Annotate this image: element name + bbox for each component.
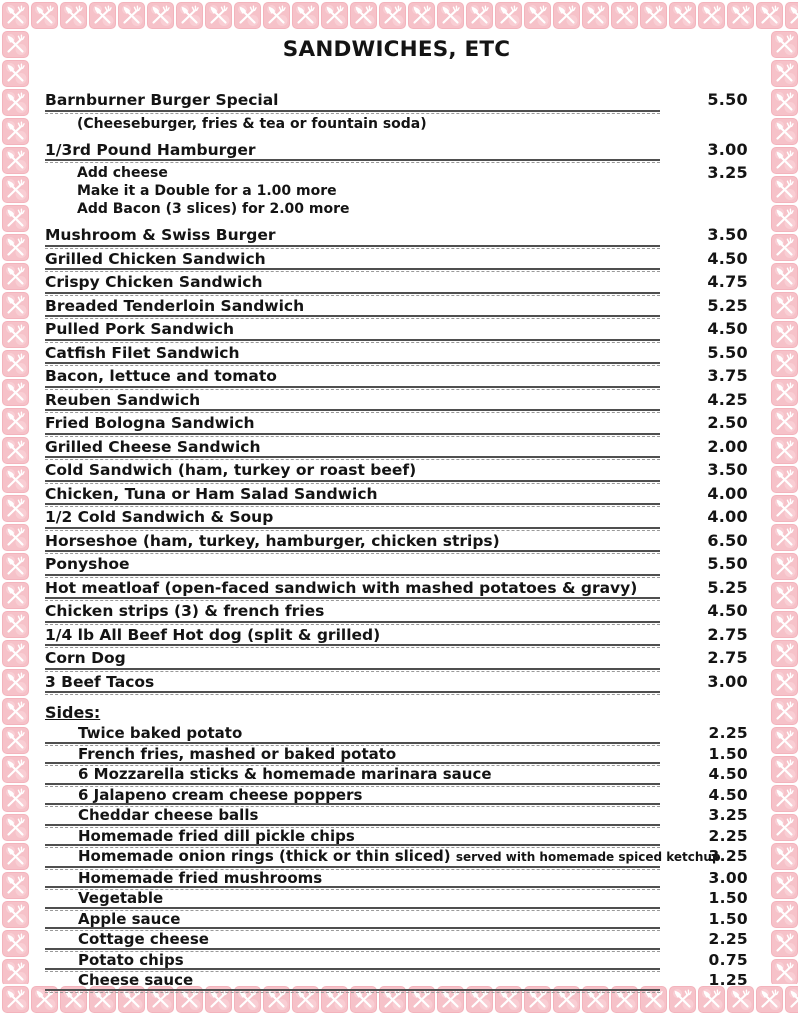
page-title: SANDWICHES, ETC [282,37,511,62]
fork-knife-icon [771,553,798,580]
item-price: 0.75 [708,950,748,969]
fork-knife-icon [669,2,696,29]
item-name: Twice baked potato [78,724,243,742]
item-price: 3.00 [708,868,748,887]
fork-knife-icon [771,176,798,203]
menu-item-row [45,115,748,133]
item-name: Ponyshoe [45,555,130,573]
fork-knife-icon [756,2,783,29]
divider [45,362,660,366]
fork-knife-icon [2,292,29,319]
fork-knife-icon [2,205,29,232]
fork-knife-icon [2,466,29,493]
menu-item-row [45,909,748,932]
divider [45,386,660,390]
item-name: Cottage cheese [78,930,209,948]
item-price: 5.50 [707,342,748,362]
fork-knife-icon [524,2,551,29]
fork-knife-icon [771,872,798,899]
fork-knife-icon [2,727,29,754]
item-price: 5.50 [707,90,748,109]
fork-knife-icon [771,785,798,812]
item-name: 6 Jalapeno cream cheese poppers [78,785,363,804]
fork-knife-icon [2,814,29,841]
fork-knife-icon [2,553,29,580]
fork-knife-icon [31,2,58,29]
fork-knife-icon [553,2,580,29]
divider [45,621,660,625]
divider [45,433,660,437]
fork-knife-icon [771,843,798,870]
menu-item-row [45,932,748,952]
fork-knife-icon [2,785,29,812]
item-name: 1/4 lb All Beef Hot dog (split & grilled) [45,625,381,644]
fork-knife-icon [756,986,783,1013]
sides-list [45,726,748,993]
fork-knife-icon [2,495,29,522]
item-name: (Cheeseburger, fries & tea or fountain soda) [77,115,427,132]
divider [45,409,660,413]
menu-item-row [45,391,748,414]
fork-knife-icon [771,901,798,928]
item-price: 4.75 [707,272,748,291]
fork-knife-icon [771,640,798,667]
item-name: Cold Sandwich (ham, turkey or roast beef) [45,461,417,479]
fork-knife-icon [771,321,798,348]
item-price: 3.25 [707,163,748,182]
fork-knife-icon [771,234,798,261]
border-right [771,31,798,984]
fork-knife-icon [466,2,493,29]
item-name: Breaded Tenderloin Sandwich [45,296,305,315]
fork-knife-icon [771,60,798,87]
fork-knife-icon [771,582,798,609]
fork-knife-icon [771,814,798,841]
fork-knife-icon [176,2,203,29]
item-name: Horseshoe (ham, turkey, hamburger, chicken strips) [45,531,500,550]
fork-knife-icon [118,2,145,29]
fork-knife-icon [771,466,798,493]
item-name: Corn Dog [45,649,126,667]
fork-knife-icon [2,2,29,29]
menu-item-row [45,767,748,787]
menu-item-row [45,891,748,911]
divider [45,691,660,695]
menu-list [45,91,748,695]
divider [45,550,660,554]
menu-item-row [45,950,748,973]
fork-knife-icon [771,205,798,232]
menu-item-row [45,182,748,200]
fork-knife-icon [771,524,798,551]
item-price: 4.25 [707,389,748,409]
item-name: Add Bacon (3 slices) for 2.00 more [77,201,350,217]
menu-item-row [45,726,748,746]
fork-knife-icon [2,901,29,928]
divider [45,644,660,648]
item-name: Chicken, Tuna or Ham Salad Sandwich [45,484,378,503]
fork-knife-icon [771,31,798,58]
item-name: Barnburner Burger Special [45,91,279,109]
menu-item-row [45,868,748,891]
item-price: 2.75 [707,624,748,644]
divider [45,339,660,343]
fork-knife-icon [2,959,29,984]
fork-knife-icon [234,2,261,29]
fork-knife-icon [379,2,406,29]
menu-item-row [45,673,748,696]
item-price: 3.25 [708,847,748,865]
fork-knife-icon [2,524,29,551]
fork-knife-icon [2,60,29,87]
item-price: 2.25 [708,826,748,845]
fork-knife-icon [2,698,29,725]
fork-knife-icon [582,2,609,29]
sides-heading: Sides: [45,703,101,722]
fork-knife-icon [771,408,798,435]
item-price: 3.75 [707,366,748,385]
fork-knife-icon [640,2,667,29]
fork-knife-icon [771,118,798,145]
fork-knife-icon [2,89,29,116]
menu-item-row [45,532,748,555]
item-name: Homemade fried dill pickle chips [78,826,355,845]
menu-item-row [45,414,748,437]
item-price: 4.50 [707,248,748,268]
divider [45,597,660,601]
item-price: 1.50 [708,909,748,928]
divider [45,668,660,672]
fork-knife-icon [2,986,29,1013]
divider [45,503,660,507]
fork-knife-icon [495,2,522,29]
item-name: Homemade fried mushrooms [78,868,323,887]
item-price: 5.25 [707,295,748,315]
item-name: 3 Beef Tacos [45,672,155,691]
fork-knife-icon [2,437,29,464]
menu-item-row [45,973,748,993]
menu-item-row [45,485,748,508]
divider [45,292,660,296]
item-name: French fries, mashed or baked potato [78,744,397,763]
fork-knife-icon [292,2,319,29]
fork-knife-icon [2,930,29,957]
fork-knife-icon [2,408,29,435]
divider [45,527,660,531]
item-name: Cheese sauce [78,971,194,989]
menu-item-row [45,602,748,625]
item-name: Crispy Chicken Sandwich [45,273,263,291]
fork-knife-icon [785,986,798,1013]
fork-knife-icon [2,756,29,783]
fork-knife-icon [2,582,29,609]
menu-item-row [45,273,748,296]
menu-item-row [45,826,748,849]
fork-knife-icon [2,611,29,638]
fork-knife-icon [785,2,798,29]
item-price: 2.75 [707,648,748,667]
item-price: 4.50 [707,601,748,620]
item-name: Grilled Chicken Sandwich [45,249,266,268]
fork-knife-icon [771,756,798,783]
fork-knife-icon [771,698,798,725]
fork-knife-icon [771,263,798,290]
item-price: 2.00 [707,436,748,456]
item-name: Homemade onion rings (thick or thin sliced) [78,847,451,865]
menu-item-row [45,626,748,649]
item-name: Mushroom & Swiss Burger [45,226,276,244]
fork-knife-icon [205,2,232,29]
fork-knife-icon [2,176,29,203]
item-name: Potato chips [78,950,184,969]
fork-knife-icon [2,669,29,696]
item-price: 3.50 [707,225,748,244]
fork-knife-icon [727,2,754,29]
item-name: Make it a Double for a 1.00 more [77,183,337,199]
fork-knife-icon [611,2,638,29]
item-note: served with homemade spiced ketchup [455,850,721,864]
item-price: 3.25 [708,806,748,824]
item-name: Add cheese [77,165,168,181]
divider [45,480,660,484]
item-price: 6.50 [707,530,748,550]
fork-knife-icon [771,669,798,696]
fork-knife-icon [2,872,29,899]
fork-knife-icon [2,31,29,58]
item-name: Catfish Filet Sandwich [45,343,240,362]
item-name: Bacon, lettuce and tomato [45,367,277,385]
fork-knife-icon [2,118,29,145]
menu-item-row [45,367,748,390]
menu-item-row [45,250,748,273]
item-name: Reuben Sandwich [45,390,201,409]
item-price: 4.50 [708,765,748,783]
divider [45,110,660,114]
fork-knife-icon [321,2,348,29]
item-name: Chicken strips (3) & french fries [45,602,325,620]
fork-knife-icon [771,292,798,319]
divider [45,159,660,163]
menu-item-row [45,141,748,164]
sides-section [45,703,748,993]
fork-knife-icon [771,437,798,464]
menu-item-row [45,579,748,602]
item-name: 1/3rd Pound Hamburger [45,140,256,159]
item-price: 2.25 [708,930,748,948]
menu-page [45,30,748,994]
fork-knife-icon [2,234,29,261]
item-price: 1.50 [708,744,748,763]
menu-item-row [45,297,748,320]
fork-knife-icon [771,959,798,984]
menu-item-row [45,164,748,182]
fork-knife-icon [771,147,798,174]
divider [45,245,660,249]
item-name: Fried Bologna Sandwich [45,414,255,432]
item-price: 5.50 [707,554,748,573]
menu-item-row [45,438,748,461]
menu-item-row [45,320,748,343]
menu-item-row [45,649,748,672]
item-name: Apple sauce [78,909,181,928]
item-price: 4.00 [707,483,748,503]
fork-knife-icon [437,2,464,29]
item-price: 4.50 [707,319,748,338]
divider [45,268,660,272]
menu-item-row [45,226,748,249]
item-price: 1.25 [708,971,748,989]
menu-item-row [45,849,748,870]
item-price: 2.50 [707,413,748,432]
fork-knife-icon [771,89,798,116]
menu-item-row [45,200,748,218]
item-price: 4.50 [708,785,748,804]
fork-knife-icon [698,2,725,29]
item-price: 4.00 [707,507,748,526]
fork-knife-icon [350,2,377,29]
item-name: Hot meatloaf (open-faced sandwich with mashed potatoes & gravy) [45,578,638,597]
item-price: 3.00 [707,139,748,159]
fork-knife-icon [771,930,798,957]
fork-knife-icon [2,147,29,174]
divider [45,315,660,319]
item-price: 5.25 [707,577,748,597]
fork-knife-icon [771,727,798,754]
fork-knife-icon [771,379,798,406]
divider [45,456,660,460]
menu-item-row [45,808,748,828]
fork-knife-icon [771,350,798,377]
fork-knife-icon [60,2,87,29]
divider [45,574,660,578]
item-price: 2.25 [708,724,748,742]
fork-knife-icon [408,2,435,29]
item-name: Pulled Pork Sandwich [45,320,234,338]
fork-knife-icon [2,321,29,348]
menu-item-row [45,508,748,531]
fork-knife-icon [147,2,174,29]
menu-item-row [45,785,748,808]
fork-knife-icon [2,263,29,290]
fork-knife-icon [2,843,29,870]
fork-knife-icon [771,495,798,522]
item-name: 1/2 Cold Sandwich & Soup [45,508,274,526]
border-left [2,31,29,984]
menu-item-row [45,461,748,484]
fork-knife-icon [2,350,29,377]
fork-knife-icon [2,379,29,406]
fork-knife-icon [2,640,29,667]
item-price: 3.50 [707,460,748,479]
item-price: 1.50 [708,889,748,907]
menu-item-row [45,744,748,767]
item-name: 6 Mozzarella sticks & homemade marinara sauce [78,765,492,783]
item-name: Vegetable [78,889,164,907]
fork-knife-icon [89,2,116,29]
divider [45,989,660,993]
border-top [2,2,798,29]
item-price: 3.00 [707,671,748,691]
menu-item-row [45,344,748,367]
item-name: Grilled Cheese Sandwich [45,437,261,456]
item-name: Cheddar cheese balls [78,806,259,824]
fork-knife-icon [263,2,290,29]
fork-knife-icon [771,611,798,638]
menu-item-row [45,91,748,114]
menu-item-row [45,555,748,578]
